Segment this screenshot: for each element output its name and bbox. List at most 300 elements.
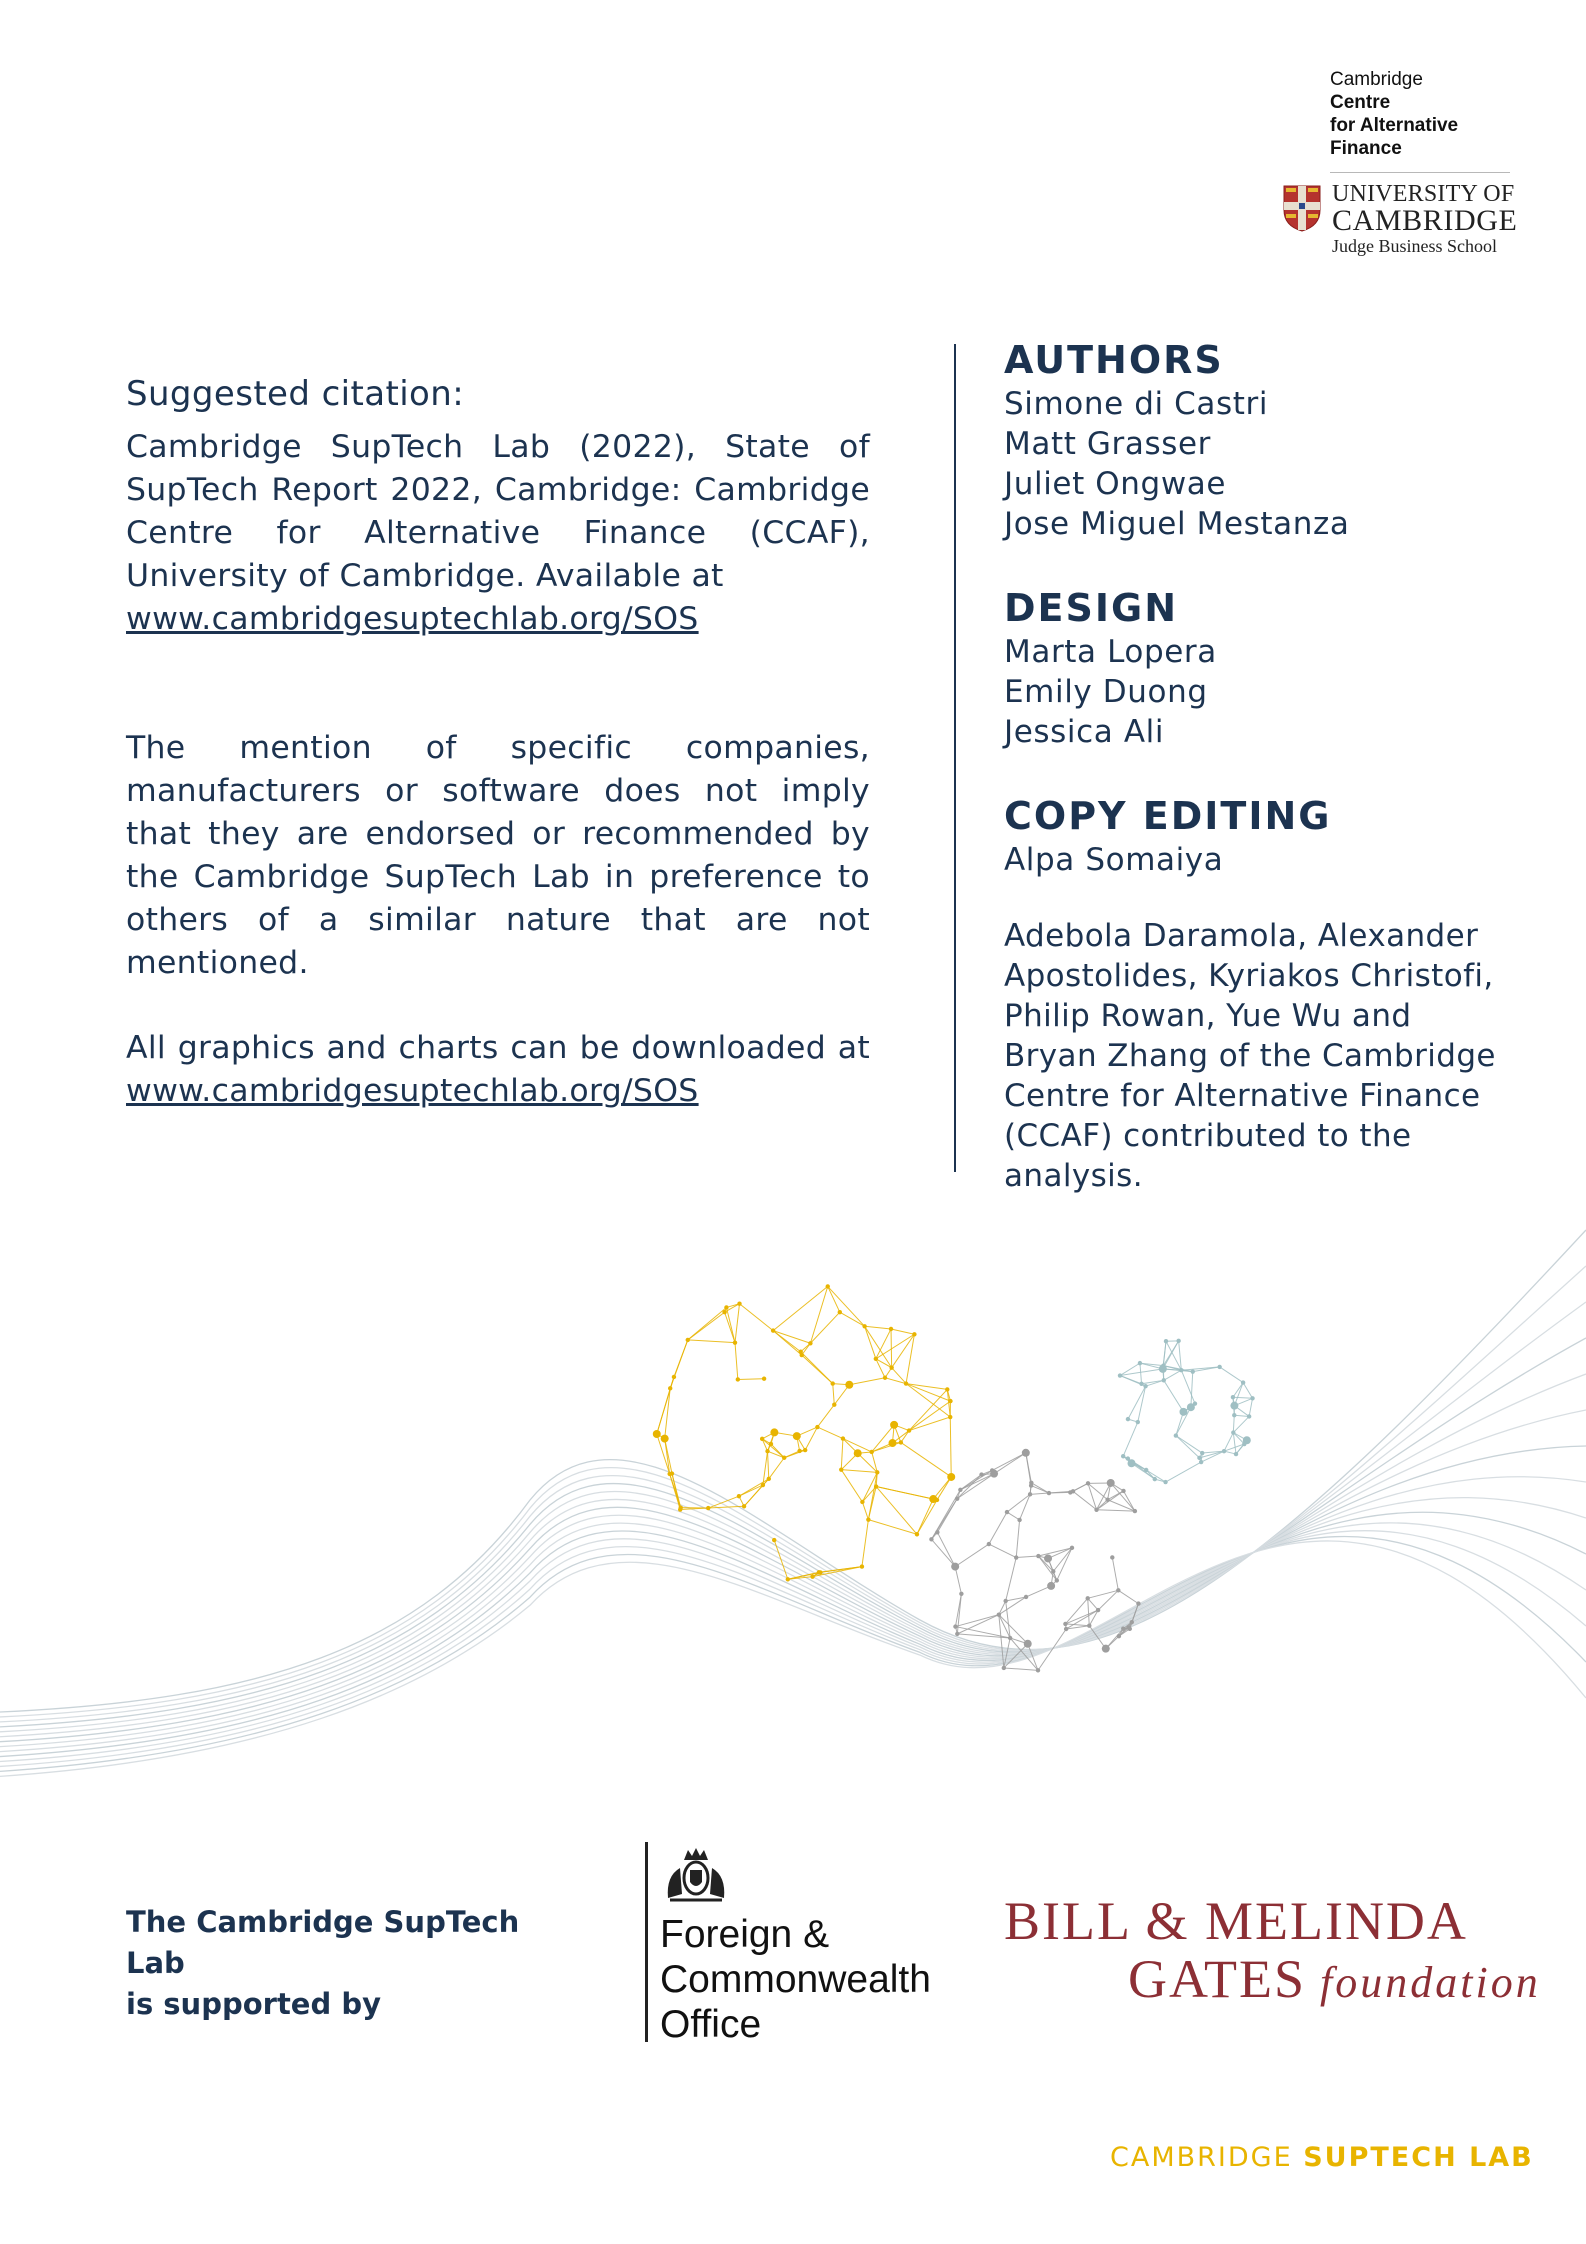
network-node xyxy=(1029,1481,1033,1485)
network-node xyxy=(1128,1627,1132,1631)
citation-link[interactable]: www.cambridgesuptechlab.org/SOS xyxy=(126,601,699,637)
designer-name: Marta Lopera xyxy=(1004,634,1217,670)
network-node xyxy=(1136,1601,1140,1605)
ccaf-logo xyxy=(1330,68,1520,160)
network-node xyxy=(1024,1595,1028,1599)
authors-heading: AUTHORS xyxy=(1004,338,1224,382)
network-edge xyxy=(688,1312,725,1340)
author-name: Jose Miguel Mestanza xyxy=(1004,506,1350,542)
network-node xyxy=(889,1327,893,1331)
network-edge xyxy=(1220,1367,1243,1383)
network-edge xyxy=(957,1475,981,1499)
network-node xyxy=(1162,1378,1166,1382)
university-of-cambridge-logo xyxy=(1282,181,1522,260)
network-edge xyxy=(735,1343,738,1380)
copy-editing-heading: COPY EDITING xyxy=(1004,794,1332,838)
network-node xyxy=(686,1338,690,1342)
network-node xyxy=(737,1302,741,1306)
network-node xyxy=(722,1310,726,1314)
network-node xyxy=(1234,1452,1238,1456)
network-node xyxy=(1121,1489,1125,1493)
network-edge xyxy=(892,1334,915,1367)
network-node xyxy=(1051,1569,1055,1573)
wave-line xyxy=(0,1266,1586,1717)
network-edge xyxy=(955,1567,961,1594)
network-node xyxy=(979,1472,983,1476)
network-node xyxy=(1174,1433,1178,1437)
network-edge xyxy=(868,1472,877,1519)
network-node xyxy=(899,1440,903,1444)
network-edge xyxy=(1065,1624,1089,1626)
network-node xyxy=(935,1530,939,1534)
network-node xyxy=(797,1449,801,1453)
network-edge xyxy=(817,1405,834,1427)
network-node xyxy=(831,1381,835,1385)
network-node xyxy=(1036,1554,1040,1558)
network-node xyxy=(1250,1396,1254,1400)
network-edge xyxy=(891,1329,914,1334)
network-node xyxy=(1117,1634,1121,1638)
network-edge xyxy=(725,1312,735,1342)
network-edge xyxy=(739,1479,769,1496)
network-node xyxy=(874,1484,878,1488)
network-node xyxy=(907,1428,911,1432)
network-node xyxy=(1086,1481,1090,1485)
cambridge-shield-icon xyxy=(1282,184,1322,232)
network-edge xyxy=(784,1451,799,1458)
fco-logo-text xyxy=(660,1912,960,2047)
uoc-logo-line: CAMBRIDGE xyxy=(1332,204,1518,237)
network-edge xyxy=(937,1477,951,1500)
network-edge xyxy=(1073,1491,1097,1509)
column-divider xyxy=(954,344,956,1172)
network-node xyxy=(888,1439,896,1447)
network-edge xyxy=(1030,1493,1049,1494)
network-node xyxy=(862,1324,866,1328)
citation-text xyxy=(126,426,870,641)
wave-line xyxy=(0,1338,1586,1727)
network-node xyxy=(803,1448,807,1452)
network-edge xyxy=(1233,1415,1234,1432)
network-node xyxy=(800,1353,804,1357)
network-node xyxy=(667,1472,671,1476)
network-edge xyxy=(1118,1590,1138,1603)
network-node xyxy=(815,1425,819,1429)
network-edge xyxy=(937,1499,957,1533)
network-node xyxy=(1107,1479,1115,1487)
network-node xyxy=(1102,1645,1110,1653)
network-spheres-illustration xyxy=(0,1190,1586,1850)
network-node xyxy=(817,1570,821,1574)
network-edge xyxy=(1128,1386,1146,1419)
network-node xyxy=(1121,1454,1125,1458)
network-node xyxy=(832,1403,836,1407)
brand-bold: SUPTECH LAB xyxy=(1303,2142,1534,2173)
uoc-logo-text xyxy=(1332,182,1532,256)
network-node xyxy=(1217,1365,1221,1369)
network-edge xyxy=(1049,1492,1070,1493)
network-edge xyxy=(1146,1380,1164,1386)
network-edge xyxy=(917,1499,933,1534)
network-node xyxy=(760,1437,764,1441)
design-section xyxy=(1004,584,1504,752)
network-edge xyxy=(1097,1500,1108,1510)
network-node xyxy=(761,1483,765,1487)
network-edge xyxy=(1123,1422,1138,1456)
network-node xyxy=(912,1332,916,1336)
wave-line xyxy=(0,1537,1586,1772)
network-node xyxy=(1024,1640,1032,1648)
network-edge xyxy=(1164,1380,1184,1412)
supported-line: The Cambridge SupTech Lab xyxy=(126,1905,520,1980)
network-node xyxy=(958,1488,962,1492)
network-node xyxy=(1110,1555,1114,1559)
network-node xyxy=(866,1517,870,1521)
network-edge xyxy=(773,1286,828,1330)
network-edge xyxy=(1166,1462,1202,1482)
network-edge xyxy=(738,1379,764,1380)
network-node xyxy=(736,1377,740,1381)
network-node xyxy=(841,1436,845,1440)
network-node xyxy=(1143,1384,1147,1388)
citation-body: Cambridge SupTech Lab (2022), State of SupTech Report 2022, Cambridge: Cambridge Centre for Alternative Finance (CCAF), University of Cambridge. Available at xyxy=(126,429,870,594)
network-edge xyxy=(1026,1586,1051,1597)
fco-logo-bar xyxy=(645,1842,648,2042)
network-edge xyxy=(862,1502,868,1520)
network-node xyxy=(1064,1627,1068,1631)
network-node xyxy=(661,1435,669,1443)
network-edge xyxy=(1191,1372,1193,1408)
network-edge xyxy=(865,1326,892,1367)
network-edge xyxy=(862,1520,868,1567)
network-edge xyxy=(989,1544,1016,1557)
royal-crest-icon xyxy=(660,1846,732,1906)
network-node xyxy=(1017,1518,1021,1522)
network-edge xyxy=(1016,1556,1038,1558)
network-node xyxy=(1241,1380,1245,1384)
network-edge xyxy=(891,1329,892,1368)
network-node xyxy=(1008,1636,1012,1640)
network-node xyxy=(793,1432,801,1440)
network-node xyxy=(869,1450,873,1454)
network-node xyxy=(1164,1339,1168,1343)
network-node xyxy=(1047,1491,1051,1495)
ccaf-logo-line: Cambridge xyxy=(1330,69,1423,90)
network-edge xyxy=(868,1520,917,1535)
network-node xyxy=(987,1542,991,1546)
network-node xyxy=(1230,1402,1238,1410)
network-node xyxy=(1231,1430,1235,1434)
network-edge xyxy=(1120,1369,1163,1376)
network-edge xyxy=(1181,1367,1219,1370)
copy-editing-section xyxy=(1004,792,1504,880)
network-node xyxy=(1003,1599,1007,1603)
network-node xyxy=(889,1365,893,1369)
gold-sphere xyxy=(653,1284,955,1581)
network-edge xyxy=(989,1512,1007,1544)
network-edge xyxy=(1088,1598,1098,1610)
gates-logo-line xyxy=(1128,1948,1541,2010)
network-node xyxy=(1022,1449,1030,1457)
network-edge xyxy=(906,1384,950,1402)
network-edge xyxy=(1112,1557,1118,1590)
gray-sphere xyxy=(929,1449,1140,1673)
design-heading: DESIGN xyxy=(1004,586,1179,630)
wave-line xyxy=(0,1230,1586,1712)
network-edge xyxy=(828,1286,840,1312)
supported-by-text xyxy=(126,1902,586,2025)
author-name: Simone di Castri xyxy=(1004,386,1269,422)
network-edge xyxy=(762,1439,784,1458)
network-edge xyxy=(906,1334,914,1383)
network-edge xyxy=(1016,1520,1019,1558)
graphics-note-text: All graphics and charts can be downloaded at xyxy=(126,1030,870,1066)
network-edge xyxy=(670,1340,688,1388)
right-column xyxy=(1004,336,1504,1227)
network-node xyxy=(742,1504,746,1508)
network-edge xyxy=(1142,1380,1164,1383)
network-node xyxy=(1044,1554,1052,1562)
network-node xyxy=(1130,1620,1134,1624)
network-edge xyxy=(1124,1491,1135,1511)
network-node xyxy=(1070,1546,1074,1550)
network-node xyxy=(808,1341,812,1345)
network-edge xyxy=(665,1388,671,1438)
network-edge xyxy=(773,1331,810,1344)
network-edge xyxy=(1065,1598,1087,1624)
network-node xyxy=(1126,1456,1130,1460)
network-node xyxy=(1144,1468,1148,1472)
author-name: Juliet Ongwae xyxy=(1004,466,1227,502)
network-node xyxy=(1179,1368,1183,1372)
network-node xyxy=(1087,1624,1091,1628)
network-edge xyxy=(841,1470,862,1502)
author-name: Matt Grasser xyxy=(1004,426,1211,462)
ccaf-logo-line: Centre xyxy=(1330,92,1391,113)
network-node xyxy=(706,1506,710,1510)
network-node xyxy=(904,1381,908,1385)
gates-foundation-logo xyxy=(1004,1890,1541,2010)
suptech-lab-brand xyxy=(1110,2142,1534,2173)
network-node xyxy=(653,1430,661,1438)
wave-line xyxy=(0,1498,1586,1752)
network-edge xyxy=(740,1304,774,1331)
network-node xyxy=(915,1532,919,1536)
network-node xyxy=(997,1612,1001,1616)
network-node xyxy=(1176,1339,1180,1343)
wave-line xyxy=(0,1302,1586,1722)
network-edge xyxy=(865,1326,876,1359)
network-node xyxy=(1136,1420,1140,1424)
network-node xyxy=(947,1473,955,1481)
fco-logo-line: Office xyxy=(660,2003,762,2046)
network-edge xyxy=(1031,1483,1049,1493)
network-edge xyxy=(828,1286,865,1326)
graphics-note xyxy=(126,1027,870,1113)
network-node xyxy=(1116,1588,1120,1592)
wave-line xyxy=(0,1446,1586,1742)
network-edge xyxy=(802,1355,833,1383)
network-edge xyxy=(865,1326,891,1329)
network-node xyxy=(1133,1509,1137,1513)
designer-name: Emily Duong xyxy=(1004,674,1208,710)
citation-heading: Suggested citation: xyxy=(126,374,465,414)
network-edge xyxy=(1004,1668,1038,1670)
network-node xyxy=(860,1564,864,1568)
network-node xyxy=(1138,1361,1142,1365)
network-node xyxy=(1105,1498,1109,1502)
network-node xyxy=(953,1624,957,1628)
network-node xyxy=(810,1574,814,1578)
network-node xyxy=(762,1376,766,1380)
network-edge xyxy=(994,1453,1026,1474)
wave-line xyxy=(0,1374,1586,1732)
supported-line: is supported by xyxy=(126,1987,381,2021)
network-edge xyxy=(1097,1510,1135,1511)
network-node xyxy=(1222,1449,1226,1453)
network-node xyxy=(1179,1408,1187,1416)
network-node xyxy=(767,1477,771,1481)
network-edge xyxy=(833,1384,835,1405)
network-edge xyxy=(901,1442,951,1476)
network-edge xyxy=(960,1474,994,1490)
network-node xyxy=(839,1467,843,1471)
network-node xyxy=(1193,1401,1197,1405)
ccaf-logo-line: for Alternative xyxy=(1330,115,1459,136)
network-node xyxy=(1005,1510,1009,1514)
network-edge xyxy=(1007,1512,1020,1520)
network-edge xyxy=(773,1331,802,1355)
network-node xyxy=(770,1428,778,1436)
network-node xyxy=(860,1500,864,1504)
network-node xyxy=(883,1376,887,1380)
network-node xyxy=(771,1328,775,1332)
network-edge xyxy=(917,1500,937,1534)
network-node xyxy=(951,1563,959,1571)
logo-divider xyxy=(1330,172,1510,173)
network-edge xyxy=(957,1474,994,1499)
network-node xyxy=(1163,1480,1167,1484)
network-node xyxy=(945,1387,949,1391)
network-node xyxy=(1159,1365,1167,1373)
network-node xyxy=(782,1456,786,1460)
copy-editor-name: Alpa Somaiya xyxy=(1004,842,1224,878)
brand-light: CAMBRIDGE xyxy=(1110,2142,1304,2173)
left-column xyxy=(126,372,870,1113)
network-edge xyxy=(1065,1610,1098,1624)
network-edge xyxy=(1006,1558,1017,1601)
network-node xyxy=(1055,1578,1059,1582)
network-node xyxy=(679,1505,683,1509)
disclaimer-text: The mention of specific companies, manufacturers or software does not imply that they are endorsed or recommended by the Cambridge SupTech Lab in preference to others of a similar nature that are not mentioned. xyxy=(126,730,870,981)
network-edge xyxy=(735,1304,739,1343)
wave-lines xyxy=(0,1230,1586,1776)
network-node xyxy=(1121,1626,1125,1630)
network-edge xyxy=(768,1451,769,1479)
network-node xyxy=(668,1386,672,1390)
network-node xyxy=(1242,1442,1246,1446)
network-edge xyxy=(1249,1398,1252,1416)
network-node xyxy=(929,1537,933,1541)
network-node xyxy=(1002,1666,1006,1670)
network-edge xyxy=(1176,1436,1200,1458)
network-node xyxy=(1200,1451,1204,1455)
network-edge xyxy=(1026,1453,1031,1486)
network-node xyxy=(854,1449,862,1457)
network-node xyxy=(769,1442,773,1446)
network-edge xyxy=(1176,1436,1202,1453)
network-edge xyxy=(805,1427,817,1450)
network-node xyxy=(1096,1608,1100,1612)
network-node xyxy=(1014,1555,1018,1559)
network-edge xyxy=(769,1458,784,1479)
network-edge xyxy=(955,1544,989,1567)
gates-word: GATES xyxy=(1128,1949,1307,2009)
graphics-link[interactable]: www.cambridgesuptechlab.org/SOS xyxy=(126,1073,699,1109)
network-node xyxy=(1126,1417,1130,1421)
network-node xyxy=(948,1415,952,1419)
fco-logo-line: Foreign & xyxy=(660,1913,830,1956)
network-edge xyxy=(1088,1598,1090,1625)
foundation-word: foundation xyxy=(1320,1958,1541,2007)
fco-logo-line: Commonwealth xyxy=(660,1958,931,2001)
network-node xyxy=(786,1577,790,1581)
network-node xyxy=(1047,1582,1055,1590)
network-node xyxy=(948,1399,952,1403)
network-node xyxy=(737,1494,741,1498)
network-edge xyxy=(933,1477,951,1499)
uoc-logo-line: Judge Business School xyxy=(1332,236,1498,256)
network-edge xyxy=(1138,1386,1146,1422)
teal-sphere xyxy=(1118,1339,1255,1485)
network-node xyxy=(1094,1508,1098,1512)
network-node xyxy=(1247,1414,1251,1418)
network-node xyxy=(990,1470,998,1478)
network-node xyxy=(1118,1373,1122,1377)
network-edge xyxy=(1233,1433,1236,1455)
network-node xyxy=(1068,1490,1072,1494)
network-node xyxy=(1063,1622,1067,1626)
contributors-text: Adebola Daramola, Alexander Apostolides, Kyriakos Christofi, Philip Rowan, Yue Wu and Bryan Zhang of the Cambridge Centre for Alternative Finance (CCAF) contributed to the analysis. xyxy=(1004,918,1496,1194)
network-node xyxy=(1139,1382,1143,1386)
wave-line xyxy=(0,1523,1586,1762)
network-spheres xyxy=(653,1284,1255,1672)
network-edge xyxy=(840,1312,865,1326)
network-edge xyxy=(841,1439,843,1470)
network-edge xyxy=(909,1401,950,1430)
network-node xyxy=(733,1340,737,1344)
network-node xyxy=(838,1310,842,1314)
designer-name: Jessica Ali xyxy=(1004,714,1165,750)
network-node xyxy=(955,1632,959,1636)
network-edge xyxy=(1243,1383,1252,1399)
network-node xyxy=(1231,1395,1235,1399)
gates-logo-line: BILL & MELINDA xyxy=(1004,1891,1468,1951)
network-edge xyxy=(1233,1397,1253,1398)
network-edge xyxy=(1233,1416,1249,1432)
uoc-logo-line: UNIVERSITY OF xyxy=(1332,181,1515,207)
network-node xyxy=(959,1592,963,1596)
network-node xyxy=(1036,1668,1040,1672)
network-node xyxy=(1028,1492,1032,1496)
network-edge xyxy=(817,1427,843,1439)
network-edge xyxy=(960,1470,992,1489)
network-edge xyxy=(849,1378,885,1385)
ccaf-logo-line: Finance xyxy=(1330,138,1402,159)
network-node xyxy=(724,1305,728,1309)
network-node xyxy=(1191,1369,1195,1373)
network-edge xyxy=(1108,1500,1135,1511)
